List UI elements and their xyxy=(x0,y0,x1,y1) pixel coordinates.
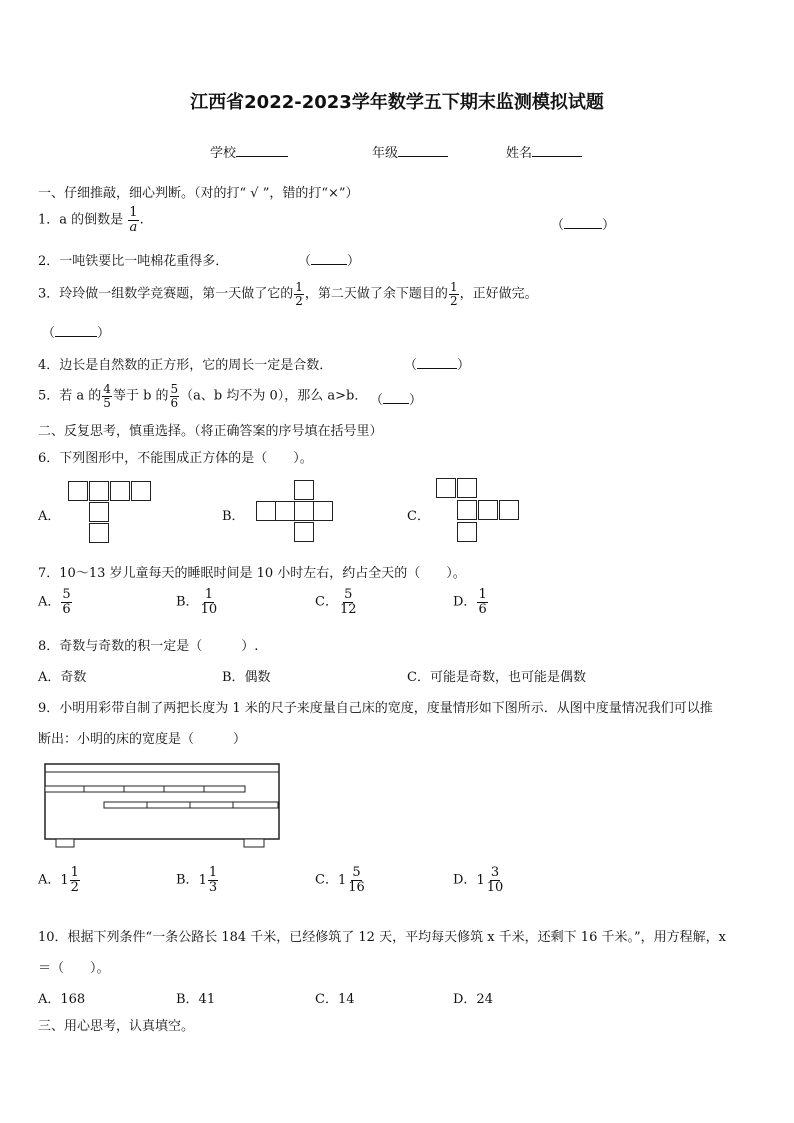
answer-paren-3[interactable]: （ ） xyxy=(42,326,111,341)
question-6: 6．下列图形中，不能围成正方体的是（ ）。 xyxy=(38,451,313,466)
fraction-1-over-a: $\frac{1}{a}$ xyxy=(129,205,138,235)
question-1: 1．a 的倒数是 $\frac{1}{a}$ . xyxy=(38,205,144,235)
option-7c[interactable]: C． $\frac{5}{12}$ xyxy=(315,587,357,617)
fraction-option: $\frac{1}{2}$ xyxy=(70,865,79,895)
school-label: 学校 xyxy=(210,146,237,161)
grade-field xyxy=(372,142,448,161)
ruler-two xyxy=(104,802,278,808)
fraction-option: $\frac{5}{6}$ xyxy=(62,587,71,617)
bed-ruler-figure xyxy=(44,760,284,852)
option-6b-label[interactable]: B． xyxy=(222,509,245,524)
cube-net-a[interactable] xyxy=(68,481,152,547)
answer-paren-5[interactable]: （ ） xyxy=(370,393,423,408)
section2-heading: 二、反复思考，慎重选择。（将正确答案的序号填在括号里） xyxy=(38,424,383,439)
fraction-option: $\frac{1}{3}$ xyxy=(208,865,218,895)
bed-leg-right xyxy=(244,839,264,847)
answer-paren-4[interactable]: （ ） xyxy=(404,358,471,373)
fraction-four-fifths: $\frac{4}{5}$ xyxy=(103,382,111,410)
option-9d[interactable]: D． 1 $\frac{3}{10}$ xyxy=(453,865,504,895)
fraction-five-sixths: $\frac{5}{6}$ xyxy=(170,382,179,410)
fraction-option: $\frac{5}{16}$ xyxy=(348,865,365,895)
name-label: 姓名 xyxy=(506,146,533,161)
school-field xyxy=(210,142,288,161)
option-8a[interactable]: A．奇数 xyxy=(38,670,87,685)
option-9a[interactable]: A． 1 $\frac{1}{2}$ xyxy=(38,865,79,895)
page-title: 江西省2022-2023学年数学五下期末监测模拟试题 xyxy=(190,92,604,113)
option-7a[interactable]: A． $\frac{5}{6}$ xyxy=(38,587,71,617)
fraction-one-half: $\frac{1}{2}$ xyxy=(449,280,458,308)
grade-label: 年级 xyxy=(372,146,399,161)
fraction-option: $\frac{3}{10}$ xyxy=(486,865,504,895)
cube-net-c[interactable] xyxy=(436,478,522,546)
option-7b[interactable]: B． $\frac{1}{10}$ xyxy=(176,587,218,617)
cube-net-b[interactable] xyxy=(256,480,340,546)
option-10d[interactable]: D．24 xyxy=(453,992,493,1007)
ruler-one xyxy=(45,786,245,792)
option-10b[interactable]: B．41 xyxy=(176,992,216,1007)
question-4: 4．边长是自然数的正方形，它的周长一定是合数． xyxy=(38,358,333,373)
option-8c[interactable]: C．可能是奇数，也可能是偶数 xyxy=(407,670,586,685)
option-6c-label[interactable]: C． xyxy=(407,509,430,524)
option-6a-label[interactable]: A． xyxy=(38,509,61,524)
option-10c[interactable]: C．14 xyxy=(315,992,355,1007)
section1-heading: 一、仔细推敲，细心判断。（对的打“ √ ”，错的打“×”） xyxy=(38,186,359,201)
question-8: 8．奇数与奇数的积一定是（ ）. xyxy=(38,639,259,654)
question-9-line2: 断出：小明的床的宽度是（ ） xyxy=(38,732,247,747)
name-blank[interactable] xyxy=(532,142,582,157)
school-blank[interactable] xyxy=(236,142,288,157)
option-7d[interactable]: D． $\frac{1}{6}$ xyxy=(453,587,487,617)
question-2: 2．一吨铁要比一吨棉花重得多． xyxy=(38,254,229,269)
question-5: 5．若 a 的 $\frac{4}{5}$ 等于 b 的 $\frac{5}{6}$ （a、b 均不为 0），那么 a>b． xyxy=(38,382,368,410)
fraction-one-half: $\frac{1}{2}$ xyxy=(295,280,303,308)
section3-heading: 三、用心思考，认真填空。 xyxy=(38,1019,195,1034)
option-9b[interactable]: B． 1 $\frac{1}{3}$ xyxy=(176,865,218,895)
grade-blank[interactable] xyxy=(398,142,448,157)
option-8b[interactable]: B．偶数 xyxy=(222,670,271,685)
question-10-line1: 10．根据下列条件“一条公路长 184 千米，已经修筑了 12 天，平均每天修筑 x 千米，还剩下 16 千米。”，用方程解，x xyxy=(38,930,726,945)
question-9-line1: 9．小明用彩带自制了两把长度为 1 米的尺子来度量自己床的宽度，度量情形如下图所示．从图中度量情况我们可以推 xyxy=(38,701,713,716)
answer-paren-2[interactable]: （ ） xyxy=(298,254,361,269)
option-10a[interactable]: A．168 xyxy=(38,992,86,1007)
fraction-option: $\frac{5}{12}$ xyxy=(339,587,357,617)
fraction-option: $\frac{1}{10}$ xyxy=(200,587,218,617)
question-10-line2: ＝（ ）。 xyxy=(38,961,110,976)
question-3: 3．玲玲做一组数学竞赛题，第一天做了它的 $\frac{1}{2}$ ，第二天做了余下题目的 $\frac{1}{2}$ ，正好做完。 xyxy=(38,280,538,308)
name-field xyxy=(506,142,582,161)
question-7: 7．10～13 岁儿童每天的睡眠时间是 10 小时左右，约占全天的（ ）。 xyxy=(38,566,466,581)
answer-paren-1[interactable]: （ ） xyxy=(551,218,616,233)
fraction-option: $\frac{1}{6}$ xyxy=(478,587,487,617)
bed-leg-left xyxy=(56,839,74,847)
option-9c[interactable]: C． 1 $\frac{5}{16}$ xyxy=(315,865,365,895)
